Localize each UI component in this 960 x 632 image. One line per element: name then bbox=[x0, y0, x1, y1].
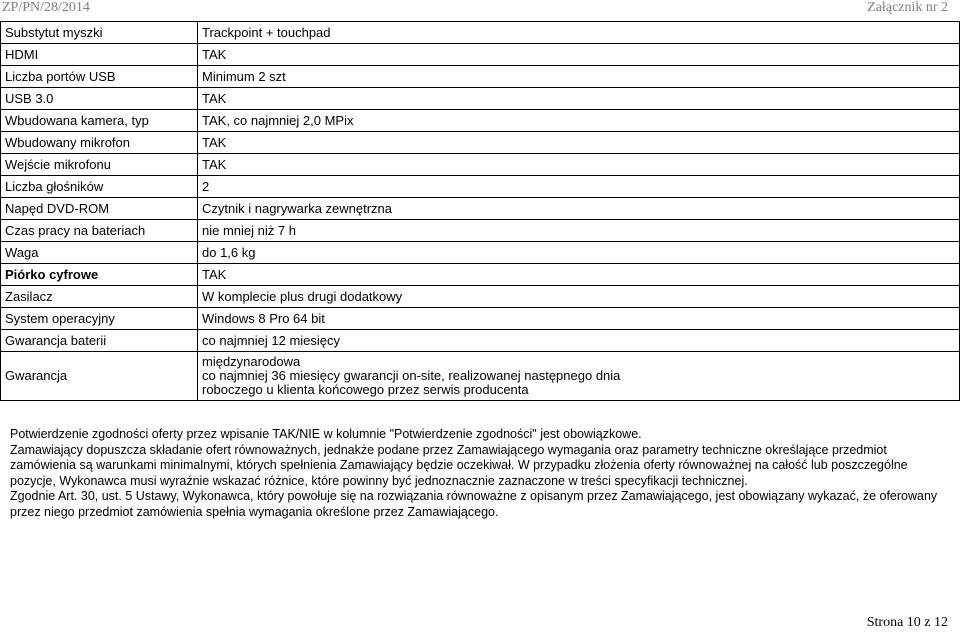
spec-value-line: co najmniej 36 miesięcy gwarancji on-site, realizowanej następnego dnia bbox=[202, 368, 621, 383]
table-row bbox=[1, 242, 960, 264]
spec-label: Czas pracy na bateriach bbox=[1, 220, 198, 242]
spec-value: Czytnik i nagrywarka zewnętrzna bbox=[198, 198, 960, 220]
table-row bbox=[1, 176, 960, 198]
document-reference: ZP/PN/28/2014 bbox=[2, 0, 90, 15]
spec-value: TAK bbox=[198, 132, 960, 154]
spec-value-line: roboczego u klienta końcowego przez serwis producenta bbox=[202, 382, 529, 397]
table-row bbox=[1, 66, 960, 88]
spec-value: W komplecie plus drugi dodatkowy bbox=[198, 286, 960, 308]
spec-value: co najmniej 12 miesięcy bbox=[198, 330, 960, 352]
legal-note: Zgodnie Art. 30, ust. 5 Ustawy, Wykonawca, który powołuje się na rozwiązania równoważne z opisanym przez Zamawiającego, jest obowiązany wykazać, że oferowany przez niego przedmiot zamówienia spełnia wymagania określone przez Zamawiającego. bbox=[10, 489, 938, 519]
attachment-number: Załącznik nr 2 bbox=[867, 0, 948, 15]
spec-label: HDMI bbox=[1, 44, 198, 66]
spec-value: Trackpoint + touchpad bbox=[198, 22, 960, 44]
table-row bbox=[1, 264, 960, 286]
equivalence-note: Zamawiający dopuszcza składanie ofert równoważnych, jednakże podane przez Zamawiającego wymagania oraz parametry techniczne określające przedmiot zamówienia są warunkami minimalnymi, których spełnienia Zamawiający będzie oczekiwał. W przypadku złożenia oferty równoważnej na całość lub poszczególne pozycje, Wykonawca musi wyraźnie wskazać różnice, które powinny być jednoznacznie zaznaczone w treści specyfikacji technicznej. bbox=[10, 442, 908, 488]
spec-value: TAK bbox=[198, 264, 960, 286]
spec-value: nie mniej niż 7 h bbox=[198, 220, 960, 242]
spec-value: TAK bbox=[198, 88, 960, 110]
spec-label: Liczba portów USB bbox=[1, 66, 198, 88]
spec-value: do 1,6 kg bbox=[198, 242, 960, 264]
spec-label: USB 3.0 bbox=[1, 88, 198, 110]
table-row bbox=[1, 110, 960, 132]
table-row bbox=[1, 286, 960, 308]
table-row bbox=[1, 88, 960, 110]
table-row bbox=[1, 308, 960, 330]
notes-section bbox=[10, 427, 950, 520]
page-number: Strona 10 z 12 bbox=[866, 615, 948, 630]
spec-label: Waga bbox=[1, 242, 198, 264]
specification-table bbox=[0, 21, 960, 401]
table-row bbox=[1, 198, 960, 220]
spec-label: System operacyjny bbox=[1, 308, 198, 330]
spec-label: Gwarancja baterii bbox=[1, 330, 198, 352]
table-row bbox=[1, 154, 960, 176]
spec-value: Windows 8 Pro 64 bit bbox=[198, 308, 960, 330]
spec-label: Piórko cyfrowe bbox=[1, 264, 198, 286]
table-row bbox=[1, 220, 960, 242]
spec-value: TAK bbox=[198, 44, 960, 66]
spec-value-line: międzynarodowa bbox=[202, 354, 301, 369]
spec-label: Liczba głośników bbox=[1, 176, 198, 198]
table-row bbox=[1, 22, 960, 44]
table-row bbox=[1, 44, 960, 66]
spec-value: Minimum 2 szt bbox=[198, 66, 960, 88]
confirmation-note: Potwierdzenie zgodności oferty przez wpisanie TAK/NIE w kolumnie "Potwierdzenie zgodności" jest obowiązkowe. bbox=[10, 427, 642, 441]
spec-label: Wbudowany mikrofon bbox=[1, 132, 198, 154]
table-row bbox=[1, 352, 960, 401]
spec-label: Zasilacz bbox=[1, 286, 198, 308]
spec-value: TAK bbox=[198, 154, 960, 176]
spec-label: Wejście mikrofonu bbox=[1, 154, 198, 176]
spec-label: Substytut myszki bbox=[1, 22, 198, 44]
table-row bbox=[1, 132, 960, 154]
spec-value: 2 bbox=[198, 176, 960, 198]
spec-value bbox=[198, 352, 960, 401]
spec-label: Napęd DVD-ROM bbox=[1, 198, 198, 220]
spec-value: TAK, co najmniej 2,0 MPix bbox=[198, 110, 960, 132]
spec-label: Gwarancja bbox=[1, 352, 198, 401]
spec-label: Wbudowana kamera, typ bbox=[1, 110, 198, 132]
table-row bbox=[1, 330, 960, 352]
